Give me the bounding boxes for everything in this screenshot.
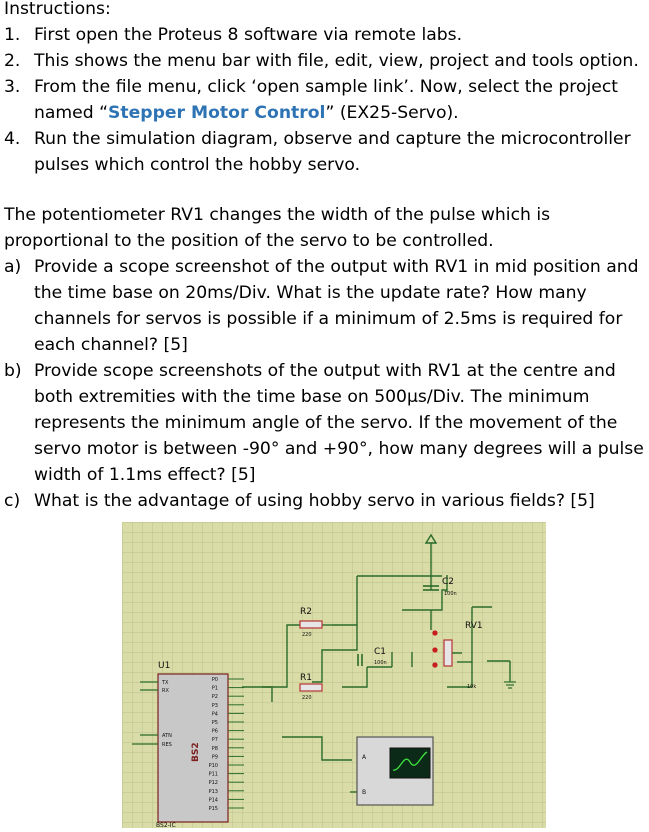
r2-value: 220: [302, 632, 312, 638]
rv1-value: 10k: [467, 684, 477, 690]
instructions-heading: Instructions:: [4, 0, 111, 19]
chip-right-pin-label: P12: [208, 780, 218, 787]
chip-right-pin-label: P7: [211, 737, 218, 744]
question-item: [4, 254, 646, 358]
question-text: What is the advantage of using hobby servo in various fields? [5]: [34, 491, 595, 511]
question-item: [4, 488, 646, 514]
r1-value: 220: [302, 695, 312, 701]
chip-right-pin-label: P13: [208, 788, 218, 795]
step-number: 3.: [4, 77, 21, 97]
question-label: b): [4, 361, 22, 381]
r1-label: R1: [300, 673, 312, 683]
chip-right-pin-label: P9: [211, 754, 218, 761]
chip-right-pin-label: P11: [208, 771, 218, 778]
question-list: [4, 254, 646, 514]
step-text-suffix: ” (EX25-Servo).: [325, 103, 459, 123]
chip-right-pin-label: P1: [211, 685, 218, 692]
c2-value: 100n: [444, 591, 457, 597]
chip-right-pin-label: P0: [211, 677, 218, 683]
chip-ref-label: BS2-IC: [156, 822, 176, 828]
chip-right-pin-label: P2: [211, 694, 218, 701]
c1-label: C1: [374, 647, 387, 657]
step-item: [4, 22, 646, 48]
chip-name-label: BS2: [191, 742, 201, 762]
scope-channel-a: A: [362, 754, 367, 761]
question-text: Provide scope screenshots of the output with RV1 at the centre and both extremities with the time base on 500μs/Div. The minimum represents the minimum angle of the servo. If the movement of the servo motor is between -90° and +90°, how many degrees will a pulse width of 1.1ms effect? [5]: [34, 361, 644, 485]
project-name-highlight: Stepper Motor Control: [108, 103, 326, 123]
oscilloscope: [357, 737, 433, 805]
circuit-diagram: [122, 522, 546, 828]
step-number: 4.: [4, 129, 21, 149]
chip-right-pin-label: P8: [211, 745, 218, 752]
chip-right-pin-label: P15: [208, 806, 218, 812]
chip-right-pin-label: P10: [208, 763, 218, 769]
c1-value: 100n: [374, 660, 387, 666]
chip-left-pin-label: RES: [162, 742, 172, 748]
question-label: c): [4, 491, 21, 511]
question-text: Provide a scope screenshot of the output with RV1 in mid position and the time base on 20ms/Div. What is the update rate? How many channels for servos is possible if a minimum of 2.5ms is required for each channel? [5]: [34, 257, 639, 355]
scope-channel-b: B: [362, 789, 367, 796]
intro-text: The potentiometer RV1 changes the width of the pulse which is proportional to the position of the servo to be controlled.: [4, 205, 551, 251]
step-number: 2.: [4, 51, 21, 71]
step-text: From the file menu, click ‘open sample link’. Now, select the project named “: [34, 77, 619, 123]
step-text: This shows the menu bar with file, edit, view, project and tools option.: [34, 51, 639, 71]
r2-label: R2: [300, 607, 312, 617]
document: [4, 0, 646, 514]
chip-right-pin-label: P5: [211, 720, 218, 726]
step-text: First open the Proteus 8 software via remote labs.: [34, 25, 463, 45]
chip-right-pin-label: P3: [211, 702, 218, 709]
instruction-steps: [4, 22, 646, 178]
intro-paragraph: [4, 202, 646, 254]
chip-left-pin-label: TX: [162, 680, 169, 686]
schematic-canvas: [122, 522, 546, 828]
u1-label: U1: [158, 661, 171, 671]
question-label: a): [4, 257, 22, 277]
step-item: [4, 126, 646, 178]
chip-right-pin-label: P14: [208, 797, 218, 804]
step-item: [4, 48, 646, 74]
c2-label: C2: [442, 577, 455, 587]
step-text: Run the simulation diagram, observe and capture the microcontroller pulses which control the hobby servo.: [34, 129, 631, 175]
chip-right-pin-label: P6: [211, 728, 218, 735]
chip-left-pin-label: ATN: [162, 733, 172, 739]
step-item: [4, 74, 646, 126]
chip-right-pin-label: P4: [211, 711, 218, 718]
chip-left-pin-label: RX: [162, 688, 169, 694]
step-number: 1.: [4, 25, 21, 45]
question-item: [4, 358, 646, 488]
rv1-label: RV1: [465, 621, 483, 631]
